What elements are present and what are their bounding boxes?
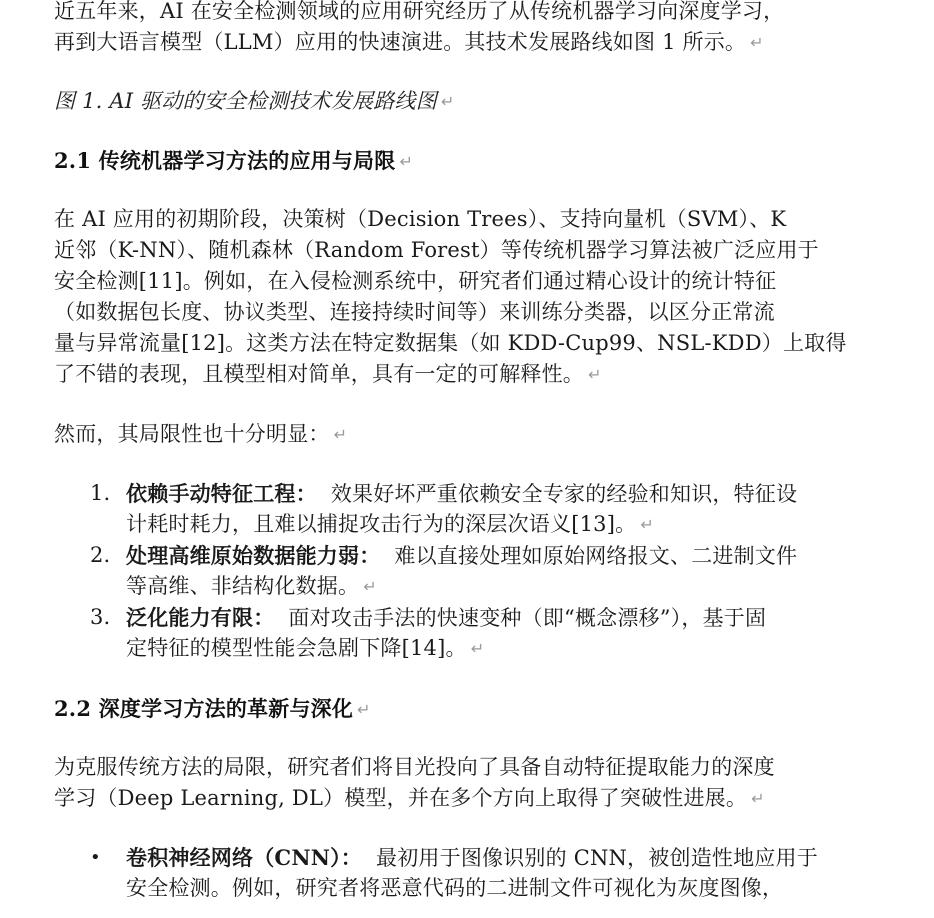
- paragraph-line: 了不错的表现，且模型相对简单，具有一定的可解释性。 ↵: [54, 362, 602, 386]
- paragraph-line: 学习（Deep Learning, DL）模型，并在多个方向上取得了突破性进展。 ↵: [54, 786, 765, 810]
- paragraph-mark-icon: ↵: [399, 152, 414, 171]
- paragraph-mark-icon: ↵: [751, 789, 765, 808]
- list-item-text: 面对攻击手法的快速变种（即“概念漂移”），基于固: [288, 606, 767, 630]
- section-heading-2-2: 2.2 深度学习方法的革新与深化 ↵: [54, 696, 371, 721]
- paragraph-line: 近邻（K-NN）、随机森林（Random Forest）等传统机器学习算法被广泛应用于: [54, 238, 819, 262]
- list-number: 2.: [90, 543, 111, 567]
- list-item-text: 安全检测。例如，研究者将恶意代码的二进制文件可视化为灰度图像，: [126, 876, 784, 900]
- figure-caption: 图 1. AI 驱动的安全检测技术发展路线图 ↵: [54, 89, 455, 113]
- paragraph-mark-icon: ↵: [363, 577, 377, 596]
- list-item-text: 难以直接处理如原始网络报文、二进制文件: [394, 544, 798, 568]
- paragraph-line: 量与异常流量[12]。这类方法在特定数据集（如 KDD-Cup99、NSL-KDD）上取得: [54, 331, 847, 355]
- list-item-text: 定特征的模型性能会急剧下降[14]。: [126, 636, 467, 660]
- paragraph-line: 为克服传统方法的局限，研究者们将目光投向了具备自动特征提取能力的深度: [54, 755, 775, 779]
- list-item-title: 依赖手动特征工程：: [126, 481, 317, 506]
- list-item-title: 卷积神经网络（CNN）：: [126, 845, 363, 870]
- paragraph-line: 安全检测[11]。例如，在入侵检测系统中，研究者们通过精心设计的统计特征: [54, 269, 777, 293]
- paragraph-mark-icon: ↵: [357, 700, 371, 719]
- intro-line-2: 再到大语言模型（LLM）应用的快速演进。其技术发展路线如图 1 所示。 ↵: [54, 30, 764, 54]
- paragraph-mark-icon: ↵: [440, 92, 455, 111]
- list-item-text: 最初用于图像识别的 CNN，被创造性地应用于: [376, 846, 818, 870]
- paragraph-mark-icon: ↵: [750, 33, 764, 52]
- list-item-text: 计耗时耗力，且难以捕捉攻击行为的深层次语义[13]。: [126, 512, 637, 536]
- intro-line-1: 近五年来，AI 在安全检测领域的应用研究经历了从传统机器学习向深度学习，: [54, 0, 785, 23]
- list-item-text: 等高维、非结构化数据。: [126, 574, 360, 598]
- paragraph-line: （如数据包长度、协议类型、连接持续时间等）来训练分类器，以区分正常流: [54, 300, 775, 324]
- paragraph-mark-icon: ↵: [470, 639, 485, 658]
- list-item-title: 泛化能力有限：: [126, 605, 275, 630]
- section-heading-2-1: 2.1 传统机器学习方法的应用与局限 ↵: [54, 148, 414, 173]
- paragraph-mark-icon: ↵: [640, 515, 654, 534]
- list-number: 1.: [90, 481, 111, 505]
- list-number: 3.: [90, 605, 111, 629]
- paragraph-mark-icon: ↵: [588, 365, 602, 384]
- bullet-icon: •: [90, 847, 101, 868]
- paragraph-mark-icon: ↵: [333, 425, 348, 444]
- paragraph-line: 在 AI 应用的初期阶段，决策树（Decision Trees）、支持向量机（SVM）、K: [54, 207, 787, 231]
- list-item-text: 效果好坏严重依赖安全专家的经验和知识，特征设: [330, 482, 798, 506]
- paragraph-line: 然而，其局限性也十分明显： ↵: [54, 422, 348, 446]
- list-item-title: 处理高维原始数据能力弱：: [126, 543, 381, 568]
